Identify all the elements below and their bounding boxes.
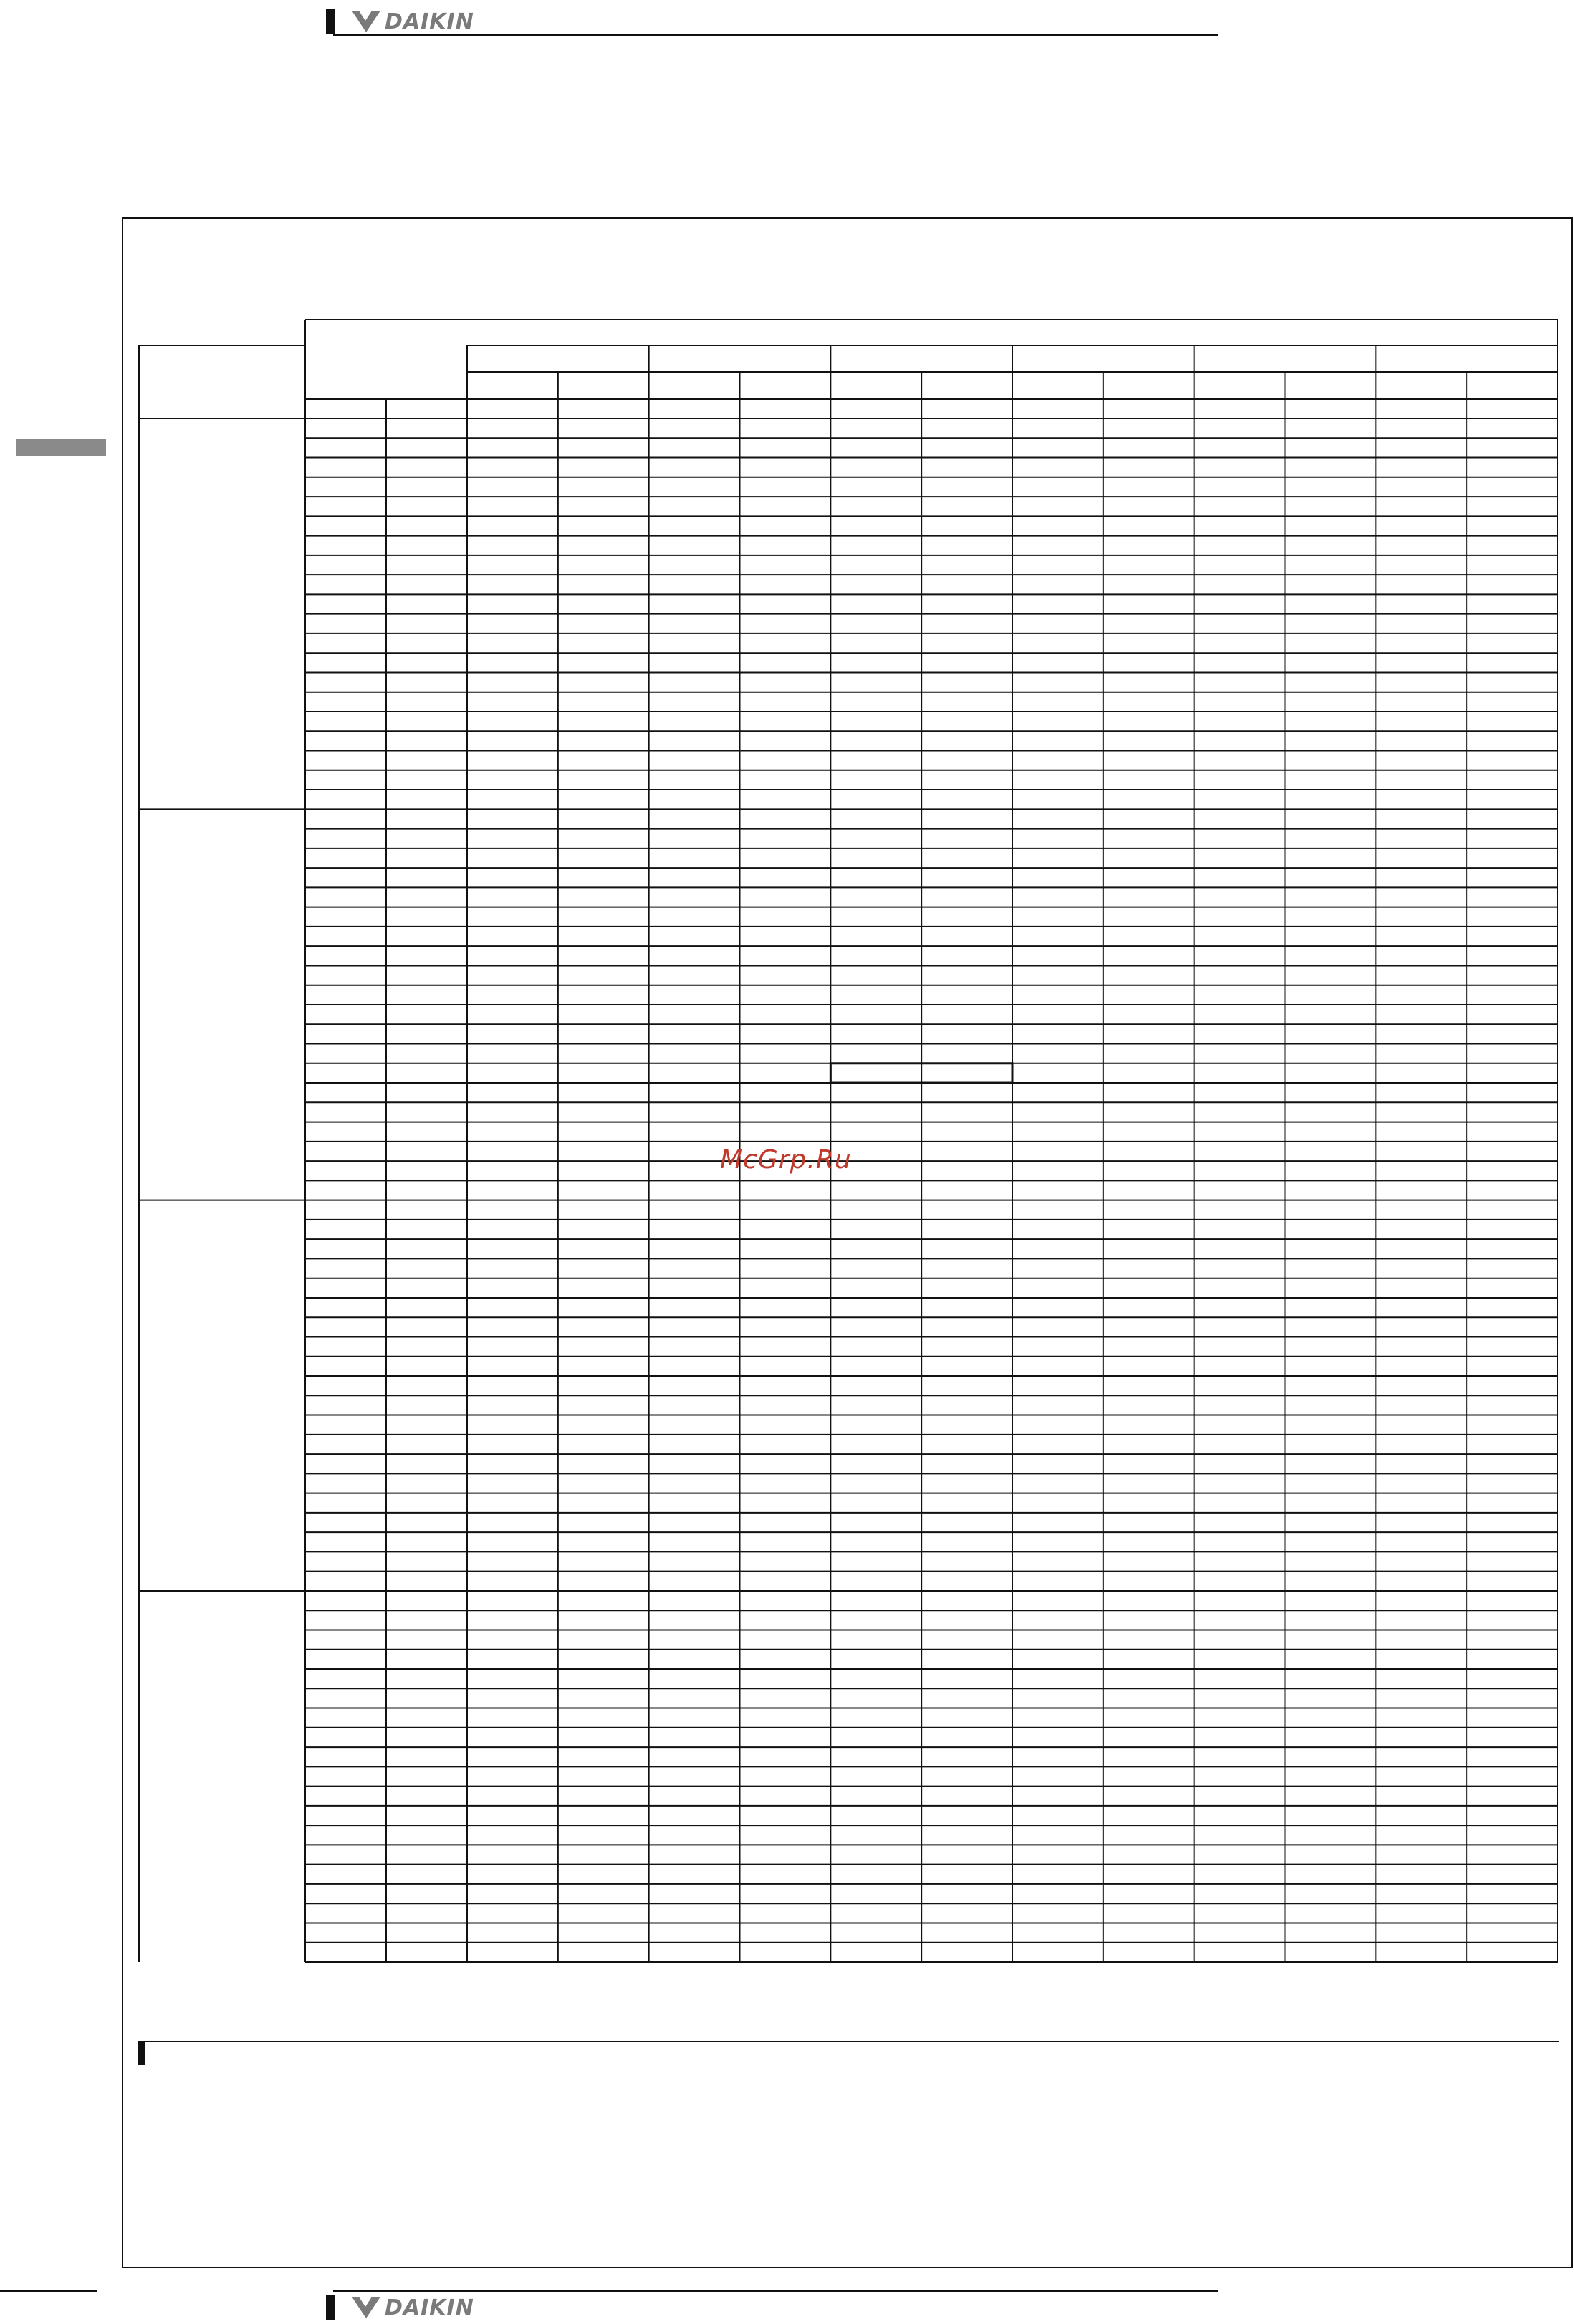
footer-logo	[326, 2295, 474, 2320]
bottom-left-rule	[0, 2290, 97, 2292]
daikin-triangle-icon	[350, 2295, 382, 2320]
header-cell-left	[139, 345, 305, 419]
section-marker	[138, 2041, 145, 2065]
footer-rule	[333, 2290, 1218, 2292]
header-brand: DAIKIN	[385, 9, 474, 34]
watermark: McGrp.Ru	[720, 1145, 852, 1175]
footer-logo-bar	[326, 2295, 335, 2320]
section-rule	[145, 2041, 1559, 2042]
footer-brand: DAIKIN	[385, 2295, 474, 2320]
